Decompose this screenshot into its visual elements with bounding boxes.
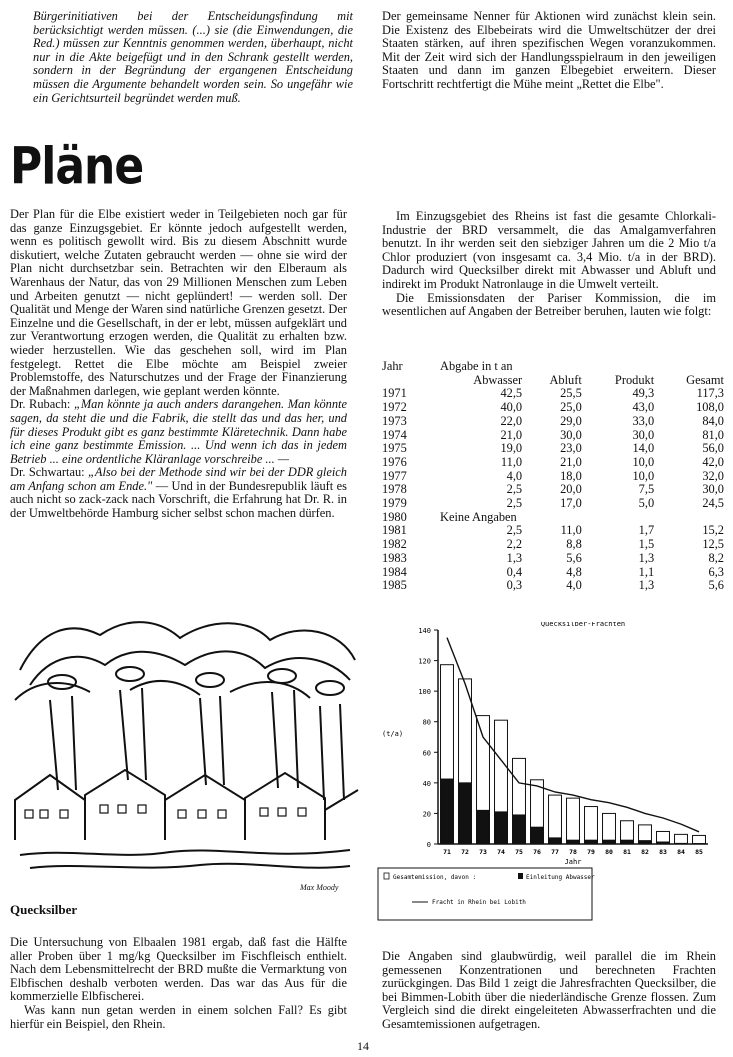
chart-title: Quecksilber-Frachten bbox=[540, 622, 626, 628]
table-cell: 15,2 bbox=[702, 523, 724, 538]
table-cell: 1973 bbox=[382, 413, 407, 428]
table-row bbox=[382, 566, 724, 580]
table-cell: 2,2 bbox=[506, 537, 523, 552]
plan-text-column bbox=[10, 208, 347, 521]
x-axis-label: Jahr bbox=[564, 858, 582, 866]
qs-paragraph-2: Was kann nun getan werden in einem solchen Fall? Es gibt hierfür ein Beispiel, den Rhein. bbox=[10, 1002, 347, 1031]
bar-abwasser bbox=[675, 843, 688, 844]
quecksilber-heading: Quecksilber bbox=[10, 902, 78, 917]
table-header: Gesamt bbox=[686, 372, 724, 387]
table-cell: 23,0 bbox=[560, 441, 582, 456]
table-cell: 42,0 bbox=[702, 454, 724, 469]
table-cell: 43,0 bbox=[632, 400, 655, 415]
table-row bbox=[382, 511, 724, 525]
table-cell: 14,0 bbox=[632, 441, 655, 456]
quecksilber-text bbox=[10, 936, 347, 1031]
table-header-row bbox=[382, 374, 724, 388]
section-heading: Pläne bbox=[10, 137, 144, 197]
rhine-paragraph-1: Im Einzugsgebiet des Rheins ist fast die gesamte Chlorkali-Industrie der BRD versammelt, die das Amalgamverfahren benutzt. In ihr werden seit den siebziger Jahren um die 2 Mio t/a Chlor produziert (von insgesamt ca. 3,4 Mio. t/a in der BRD). Dadurch wird Quecksilber direkt mit Abwasser und Abluft und indirekt im Produkt Natronlauge in die Umwelt verteilt. bbox=[382, 209, 716, 291]
table-cell: 1985 bbox=[382, 578, 407, 593]
y-tick-label: 80 bbox=[422, 718, 431, 727]
table-row bbox=[382, 470, 724, 484]
legend-swatch-abwasser bbox=[518, 873, 523, 879]
y-tick-label: 140 bbox=[418, 627, 431, 635]
top-left-paragraph: Bürgerinitiativen bei der Entscheidungsfindung mit berücksichtigt werden müssen. (...) sie (die Einwendungen, die Red.) müssen zur Kenntnis genommen werden, überhaupt, nicht nur in die Akte beigefügt und in den Schrank gestellt werden, sondern in der Begründung der ergangenen Entscheidung müssen die Argumente behandelt worden sein. So ungefähr wie ein Gerichtsurteil begründet werden muß. bbox=[33, 9, 353, 105]
table-cell: 21,0 bbox=[500, 427, 523, 442]
bar-total bbox=[675, 834, 688, 844]
legend-entry: Gesamtemission, davon : bbox=[393, 874, 477, 881]
bar-abwasser bbox=[495, 812, 508, 844]
bar-abwasser bbox=[513, 815, 526, 844]
table-cell: 1,3 bbox=[638, 550, 655, 565]
bottom-right-paragraph: Die Angaben sind glaubwürdig, weil parallel die im Rhein gemessenen Konzentrationen und berechneten Frachten zurückgingen. Das Bild 1 zeigt die Jahresfrachten Quecksilber, die bei Bimmen-Lobith über die niederländische Grenze flossen. Zum Vergleich sind die direkt eingeleiteten Abwasserfrachten und die Gesamtemissionen aufgetragen. bbox=[382, 949, 716, 1031]
table-row bbox=[382, 524, 724, 538]
bar-abwasser bbox=[477, 810, 490, 844]
table-cell: 84,0 bbox=[702, 413, 724, 428]
table-cell: 12,5 bbox=[702, 537, 724, 552]
table-cell: 24,5 bbox=[702, 496, 724, 511]
table-cell: 4,0 bbox=[506, 468, 523, 483]
table-cell: 1,3 bbox=[506, 550, 523, 565]
table-cell: 11,0 bbox=[560, 523, 582, 538]
table-cell: 4,0 bbox=[566, 578, 582, 593]
schwartau-name: Dr. Schwartau: bbox=[10, 465, 85, 480]
bar-abwasser bbox=[657, 842, 670, 844]
table-cell: 5,6 bbox=[708, 578, 724, 593]
x-tick-label: 81 bbox=[623, 848, 631, 856]
table-cell: 30,0 bbox=[560, 427, 582, 442]
x-tick-label: 85 bbox=[695, 848, 703, 856]
rhine-text-column bbox=[382, 210, 716, 319]
x-tick-label: 72 bbox=[461, 848, 469, 856]
y-axis-label: (t/a) bbox=[382, 730, 404, 738]
x-tick-label: 73 bbox=[479, 848, 487, 856]
table-row bbox=[382, 387, 724, 401]
bar-abwasser bbox=[639, 841, 652, 844]
table-cell: 7,5 bbox=[638, 482, 655, 497]
table-cell: 6,3 bbox=[708, 564, 724, 579]
x-tick-label: 75 bbox=[515, 848, 523, 856]
x-tick-label: 71 bbox=[443, 848, 451, 856]
x-tick-label: 80 bbox=[605, 848, 613, 856]
bar-total bbox=[549, 795, 562, 844]
table-row bbox=[382, 538, 724, 552]
table-cell: 2,5 bbox=[506, 496, 523, 511]
table-header-row bbox=[382, 360, 724, 374]
table-row bbox=[382, 415, 724, 429]
table-cell: 1,7 bbox=[638, 523, 655, 538]
plan-paragraph: Der Plan für die Elbe existiert weder in Teilgebieten noch gar für das ganze Einzugsgebiet. Er könnte jedoch aufgestellt werden, wenn es politisch gewollt wird. Bis zu diesem Abschnitt wurde diskutiert, welche Zutaten gebraucht werden — ohne sie wird der Plan nicht durchsetzbar sein. Betrachten wir den Elberaum als Warenhaus der Natur, das von 29 Millionen Menschen zum Leben und Arbeiten genutzt — nicht geplündert! — werden soll. Der Qualität und Menge der Waren sind natürliche Grenzen gesetzt. Der Einzelne und die Gesellschaft, in der er lebt, müssen aufgeklärt und zur Verantwortung erzogen werden, die Qualität zu erhalten bzw. wieder herzustellen. Wie das geschehen soll, wird im Plan festgelegt. Rettet die Elbe möchte am Beispiel zweier Problemstoffe, des Naturschutzes und der Frage der Finanzierung der Maßnahmen darlegen, wie geplant werden könnte. bbox=[10, 207, 347, 398]
schwartau-quote: „Also bei der Methode sind wir bei der DDR gleich am Anfang schon am Ende." bbox=[10, 465, 347, 493]
rubach-quote: „Man könnte ja auch anders darangehen. Man könnte sagen, da steht die und die Fabrik, die stellt das und das her, und für dieses Produkt gibt es ganz bestimmte Kläretechnik. Dann habe ich eine ganz bestimmte Emission. ... Und wenn ich das in jedem Betrieb ... eine ordentliche Kläranlage vorschreibe ... — bbox=[10, 397, 347, 466]
table-cell: 0,4 bbox=[506, 564, 523, 579]
table-cell: 56,0 bbox=[702, 441, 724, 456]
bar-total bbox=[585, 807, 598, 844]
table-cell: 17,0 bbox=[560, 496, 582, 511]
table-cell: 1982 bbox=[382, 537, 407, 552]
table-header: Produkt bbox=[614, 372, 655, 387]
y-tick-label: 100 bbox=[418, 688, 431, 697]
table-cell: 1983 bbox=[382, 550, 407, 565]
table-cell: 10,0 bbox=[632, 454, 655, 469]
bar-abwasser bbox=[459, 783, 472, 844]
bar-abwasser bbox=[603, 840, 616, 844]
table-cell: 30,0 bbox=[632, 427, 655, 442]
table-cell: 1,1 bbox=[638, 564, 655, 579]
emission-table bbox=[382, 360, 724, 593]
bar-abwasser bbox=[621, 840, 634, 844]
table-row bbox=[382, 401, 724, 415]
x-tick-label: 79 bbox=[587, 848, 595, 856]
rhine-paragraph-2: Die Emissionsdaten der Pariser Kommission, die im wesentlichen auf Angaben der Betreiber beruhen, lauten wie folgt: bbox=[382, 290, 716, 319]
bar-abwasser bbox=[549, 838, 562, 844]
table-cell: 5,0 bbox=[638, 496, 655, 511]
table-cell: 5,6 bbox=[566, 550, 582, 565]
legend-entry: Einleitung Abwasser bbox=[526, 874, 595, 881]
bar-abwasser bbox=[567, 840, 580, 844]
top-right-paragraph: Der gemeinsame Nenner für Aktionen wird zunächst klein sein. Die Existenz des Elbebeirats wird die Umweltschützer der drei Staaten stärken, auf ihren spezifischen Wegen voranzukommen. Mit der Zeit wird sich der Handlungsspielraum in den jeweiligen Staaten und dann im ganzen Elbegebiet erweitern. Dieser Fortschritt rechtfertigt die Mühe meint „Rettet die Elbe". bbox=[382, 9, 716, 91]
table-cell: 1978 bbox=[382, 482, 407, 497]
table-cell: 108,0 bbox=[696, 400, 724, 415]
rubach-name: Dr. Rubach: bbox=[10, 397, 71, 412]
x-tick-label: 83 bbox=[659, 848, 667, 856]
table-cell: 1976 bbox=[382, 454, 407, 469]
bar-total bbox=[693, 835, 706, 844]
bar-total bbox=[603, 813, 616, 844]
smokestack-cartoon bbox=[10, 610, 362, 894]
table-header: Abluft bbox=[549, 372, 582, 387]
schwartau-paragraph bbox=[10, 466, 347, 520]
table-cell: 40,0 bbox=[500, 400, 523, 415]
table-cell: 20,0 bbox=[560, 482, 582, 497]
table-row bbox=[382, 579, 724, 593]
y-tick-label: 20 bbox=[422, 810, 431, 819]
table-cell: Keine Angaben bbox=[440, 509, 517, 524]
bar-abwasser bbox=[585, 840, 598, 844]
mercury-chart bbox=[376, 622, 728, 922]
table-header: Abgabe in t an bbox=[440, 359, 513, 373]
y-tick-label: 0 bbox=[426, 841, 431, 849]
table-cell: 25,0 bbox=[560, 400, 582, 415]
table-cell: 0,3 bbox=[506, 578, 523, 593]
table-cell: 19,0 bbox=[500, 441, 523, 456]
table-row bbox=[382, 429, 724, 443]
table-cell: 25,5 bbox=[560, 386, 582, 401]
bar-abwasser bbox=[531, 827, 544, 844]
cartoon-signature: Max Moody bbox=[300, 883, 339, 892]
table-cell: 1977 bbox=[382, 468, 407, 483]
table-row bbox=[382, 442, 724, 456]
table-cell: 1979 bbox=[382, 496, 407, 511]
table-cell: 1972 bbox=[382, 400, 407, 415]
table-cell: 8,2 bbox=[708, 550, 724, 565]
x-tick-label: 77 bbox=[551, 848, 559, 856]
table-cell: 1984 bbox=[382, 564, 407, 579]
y-tick-label: 40 bbox=[422, 779, 431, 788]
table-cell: 81,0 bbox=[702, 427, 724, 442]
table-cell: 1981 bbox=[382, 523, 407, 538]
table-row bbox=[382, 456, 724, 470]
table-cell: 33,0 bbox=[632, 413, 655, 428]
table-cell: 1971 bbox=[382, 386, 407, 401]
table-header: Abwasser bbox=[473, 372, 523, 387]
table-cell: 1974 bbox=[382, 427, 407, 442]
x-tick-label: 82 bbox=[641, 848, 649, 856]
table-cell: 42,5 bbox=[500, 386, 523, 401]
legend-entry: Fracht in Rhein bei Lobith bbox=[432, 899, 526, 906]
x-tick-label: 76 bbox=[533, 848, 541, 856]
table-cell: 1,5 bbox=[638, 537, 655, 552]
table-cell: 1980 bbox=[382, 509, 407, 524]
table-row bbox=[382, 552, 724, 566]
bar-total bbox=[567, 798, 580, 844]
table-row bbox=[382, 483, 724, 497]
table-cell: 1975 bbox=[382, 441, 407, 456]
table-cell: 4,8 bbox=[566, 564, 582, 579]
bar-abwasser bbox=[441, 779, 454, 844]
table-cell: 2,5 bbox=[506, 482, 523, 497]
table-cell: 1,3 bbox=[638, 578, 655, 593]
y-tick-label: 60 bbox=[422, 749, 431, 758]
qs-paragraph-1: Die Untersuchung von Elbaalen 1981 ergab, daß fast die Hälfte aller Proben über 1 mg/kg Quecksilber im Fischfleisch enthielt. Nach dem Lebensmittelrecht der BRD mußte die Vermarktung von Elbfischen deshalb verboten werden. Das war das Aus für die kommerzielle Elbfischerei. bbox=[10, 935, 347, 1004]
x-tick-label: 74 bbox=[497, 848, 505, 856]
table-header: Jahr bbox=[382, 359, 403, 373]
table-cell: 18,0 bbox=[560, 468, 582, 483]
x-tick-label: 78 bbox=[569, 848, 577, 856]
page-number: 14 bbox=[357, 1039, 369, 1053]
table-cell: 21,0 bbox=[560, 454, 582, 469]
rubach-paragraph bbox=[10, 398, 347, 466]
y-tick-label: 120 bbox=[418, 657, 431, 666]
table-cell: 117,3 bbox=[696, 386, 724, 401]
table-cell: 30,0 bbox=[702, 482, 724, 497]
table-cell: 29,0 bbox=[560, 413, 582, 428]
table-cell: 11,0 bbox=[500, 454, 523, 469]
table-cell: 10,0 bbox=[632, 468, 655, 483]
table-cell: 8,8 bbox=[566, 537, 582, 552]
table-cell: 22,0 bbox=[500, 413, 523, 428]
table-cell: 32,0 bbox=[702, 468, 724, 483]
schwartau-rest: — Und in der Bundesrepublik läuft es auch nicht so zack-zack nach Vorschrift, die Erfahrung hat Dr. R. in der Umweltbehörde Hamburg sicher selbst schon machen dürfen. bbox=[10, 478, 347, 521]
x-tick-label: 84 bbox=[677, 848, 685, 856]
legend-swatch-total bbox=[384, 873, 389, 879]
table-row bbox=[382, 497, 724, 511]
table-cell: 2,5 bbox=[506, 523, 523, 538]
table-cell: 49,3 bbox=[632, 386, 655, 401]
